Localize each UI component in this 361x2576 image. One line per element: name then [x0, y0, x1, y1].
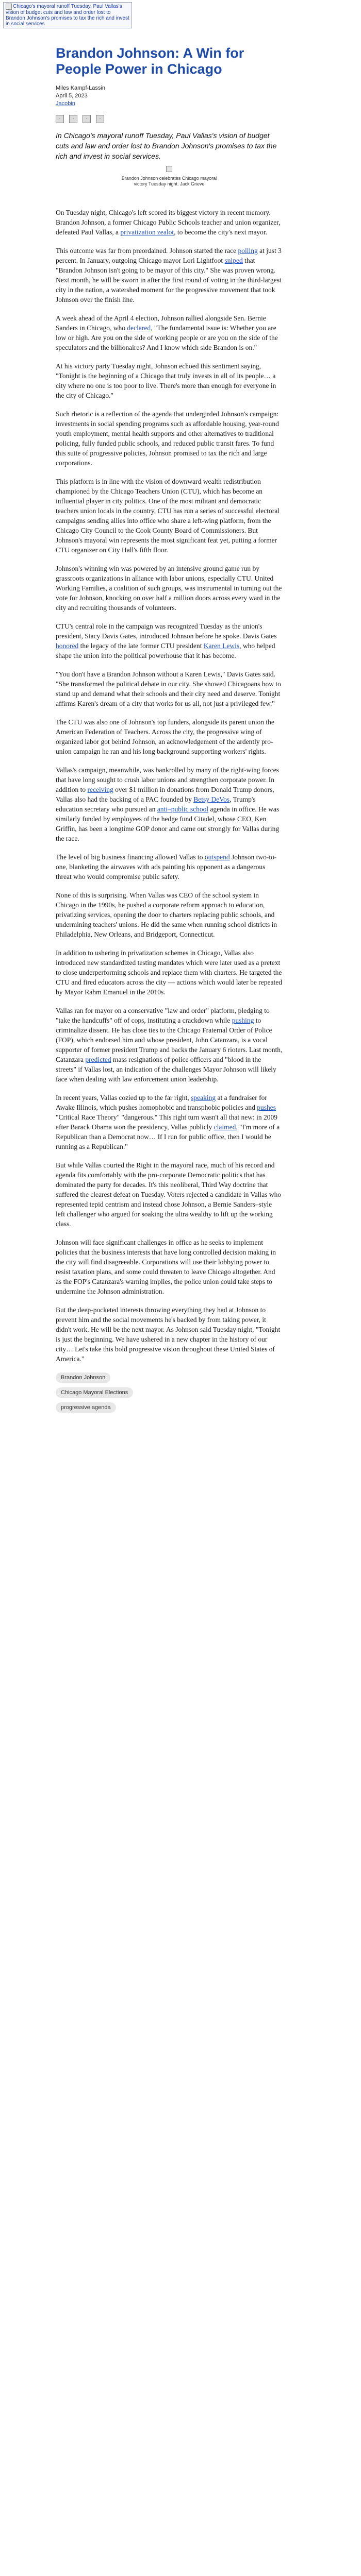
- paragraph-text: "You don't have a Brandon Johnson without a Karen Lewis," Davis Gates said. "She transformed the political debate in our city. She showed Chicagoans how to stand up and demand what their schools and their city need and deserve. Tonight affirms Karen's dream of a city that works for us all, not just a privileged few.": [56, 670, 281, 707]
- article-paragraph: [56, 1093, 283, 1151]
- image-caption: Brandon Johnson celebrates Chicago mayoral victory Tuesday night. Jack Grieve: [121, 176, 217, 187]
- article-meta: [56, 84, 283, 108]
- inline-link[interactable]: honored: [56, 642, 79, 650]
- paragraph-text: None of this is surprising. When Vallas was CEO of the school system in Chicago in the 1990s, he pushed a corporate reform approach to education, privatizing services, opening the door to charters replacing public schools, and undermining teachers' unions. He did the same when running school districts in Philadelphia, New Orleans, and Bridgeport, Connecticut.: [56, 891, 277, 938]
- section-link[interactable]: Jacobin: [56, 100, 75, 107]
- paragraph-text: A week ahead of the April 4 election, Johnson rallied alongside Sen. Bernie Sanders in Chicago, who: [56, 314, 266, 332]
- broken-image-icon: [6, 4, 12, 10]
- paragraph-text: at just 3 percent. In January, outgoing Chicago mayor Lori Lightfoot: [56, 247, 282, 264]
- article-paragraph: [56, 477, 283, 555]
- paragraph-text: In recent years, Vallas cozied up to the far right,: [56, 1094, 191, 1101]
- paragraph-text: , "I'm more of a Republican than a Democrat now… If I run for public office, then I would be running as a Republican.": [56, 1123, 280, 1150]
- inline-link[interactable]: Betsy DeVos: [193, 795, 230, 803]
- article-paragraph: [56, 890, 283, 939]
- article-paragraph: [56, 1305, 283, 1364]
- author-name: Miles Kampf-Lassin: [56, 85, 105, 91]
- header-image-alt-text[interactable]: [3, 2, 132, 28]
- paragraph-text: But the deep-pocketed interests throwing everything they had at Johnson to prevent him and the social movements he's backed by from taking power, it didn't work. He will be the next mayor. As Johnson said Tuesday night, "Tonight is just the beginning. We have ushered in a new chapter in the history of our city… Let's take this bold progressive vision throughout these United States of America.": [56, 1306, 281, 1363]
- paragraph-text: CTU's central role in the campaign was recognized Tuesday as the union's president, Stacy Davis Gates, introduced Johnson before he spoke. Davis Gates: [56, 622, 277, 640]
- paragraph-text: This platform is in line with the vision of downward wealth redistribution championed by the Chicago Teachers Union (CTU), which has become an influential player in city politics. One of the most militant and democratic teachers union locals in the country, CTU has run a series of successful electoral campaigns sending allies into office who share a left-wing platform, from the Chicago City Council to the Cook County Board of Commissioners. But Johnson's mayoral win represents the most significant feat yet, putting a former CTU organizer on City Hall's fifth floor.: [56, 478, 280, 554]
- article-paragraph: [56, 208, 283, 237]
- article-paragraph: [56, 948, 283, 997]
- paragraph-text: Johnson's winning win was powered by an intensive ground game run by grassroots organizations in alliance with labor unions, especially CTU. United Working Families, a coalition of such groups, was instrumental in turning out the vote for Johnson, knocking on over half a million doors across every ward in the city and recruiting thousands of volunteers.: [56, 565, 282, 612]
- inline-link[interactable]: speaking: [191, 1094, 216, 1101]
- paragraph-text: mass resignations of police officers and "blood in the streets" if Vallas lost, an indication of the challenges Mayor Johnson will likely face when dealing with law enforcement union leadership.: [56, 1056, 276, 1083]
- tag-pill[interactable]: Brandon Johnson: [56, 1372, 110, 1383]
- inline-link[interactable]: declared: [127, 324, 151, 332]
- header-image-alt-label: Chicago's mayoral runoff Tuesday, Paul Vallas's vision of budget cuts and law and order lost to Brandon Johnson's promises to tax the rich and invest in social services: [6, 4, 129, 27]
- paragraph-text: over $1 million in donations from Donald Trump donors, Vallas also had the backing of a PAC founded by: [56, 786, 274, 803]
- inline-link[interactable]: claimed: [214, 1123, 236, 1131]
- article-paragraph: [56, 669, 283, 708]
- inline-link[interactable]: pushing: [232, 1016, 254, 1024]
- inline-link[interactable]: polling: [238, 247, 258, 255]
- tag-pill[interactable]: progressive agenda: [56, 1402, 116, 1413]
- paragraph-text: agenda in office. He was similarly funded by employees of the hedge fund Citadel, whose CEO, Ken Griffin, has been a longtime GOP donor and came out strongly for Vallas during the race.: [56, 805, 280, 842]
- inline-link[interactable]: anti–public school: [157, 805, 209, 813]
- article-paragraph: [56, 246, 283, 304]
- article-paragraph: [56, 361, 283, 400]
- share-link-icon[interactable]: ·: [96, 115, 104, 123]
- paragraph-text: The CTU was also one of Johnson's top funders, alongside its parent union the American Federation of Teachers. Across the city, the progressive wing of organized labor got behind Johnson, an acknowledgement of the ardently pro-union campaign he ran and his long background supporting workers' rights.: [56, 718, 274, 755]
- article-paragraph: [56, 621, 283, 660]
- article-paragraph: [56, 765, 283, 843]
- paragraph-text: The level of big business financing allowed Vallas to: [56, 853, 205, 861]
- share-twitter-icon[interactable]: ·: [56, 115, 64, 123]
- paragraph-text: to criminalize dissent. He has close ties to the Chicago Fraternal Order of Police (FOP), which endorsed him and whose president, John Catanzara, is a vocal supporter of former president Trump and backs the January 6 rioters. Last month, Catanzara: [56, 1016, 283, 1063]
- inline-link[interactable]: privatization zealot: [120, 228, 174, 236]
- broken-image-icon: [166, 166, 172, 172]
- inline-link[interactable]: sniped: [224, 257, 243, 264]
- article-paragraph: [56, 1006, 283, 1084]
- paragraph-text: that "Brandon Johnson isn't going to be mayor of this city." She was proven wrong. Next month, he will be sworn in after the first round of voting in the third-largest city in the nation, a watershed moment for the progressive movement that took Johnson over the finish line.: [56, 257, 282, 303]
- article: [56, 45, 283, 1413]
- publish-date: April 5, 2023: [56, 93, 88, 99]
- inline-link[interactable]: pushes: [257, 1104, 276, 1111]
- article-paragraph: [56, 852, 283, 882]
- article-body: [56, 208, 283, 1364]
- paragraph-text: "Critical Race Theory" "dangerous." This right turn wasn't all that new: in 2009 after Barack Obama won the presidency, Vallas publicly: [56, 1113, 278, 1131]
- paragraph-text: Vallas ran for mayor on a conservative "law and order" platform, pledging to "take the handcuffs" off of cops, instituting a crackdown while: [56, 1007, 270, 1024]
- article-title: Brandon Johnson: A Win for People Power in Chicago: [56, 45, 244, 77]
- article-dek: In Chicago's mayoral runoff Tuesday, Paul Vallas's vision of budget cuts and law and order lost to Brandon Johnson's promises to tax the rich and invest in social services.: [56, 131, 277, 160]
- paragraph-text: , to become the city's next mayor.: [174, 228, 268, 236]
- article-paragraph: [56, 313, 283, 352]
- tag-pill[interactable]: Chicago Mayoral Elections: [56, 1387, 133, 1398]
- article-paragraph: [56, 409, 283, 468]
- inline-link[interactable]: receiving: [87, 786, 113, 793]
- paragraph-text: Vallas's campaign, meanwhile, was bankrolled by many of the right-wing forces that have long sought to crush labor unions and strengthen corporate power. In addition to: [56, 766, 279, 793]
- paragraph-text: But while Vallas courted the Right in the mayoral race, much of his record and agenda fits comfortably with the pro-corporate Democratic politics that has dominated the party for decades. It's this neoliberal, Third Way doctrine that suffered the clearest defeat on Tuesday. Voters rejected a candidate in Vallas who represented tepid centrism and instead chose Johnson, a Bernie Sanders–style left challenger who argued for soaking the ultra wealthy to lift up the working class.: [56, 1161, 282, 1228]
- inline-link[interactable]: Karen Lewis: [203, 642, 240, 650]
- paragraph-text: , "The fundamental issue is: Whether you are low or high. Are you on the side of working people or are you on the side of the speculators and the billionaires? And I know which side Brandon is on.": [56, 324, 278, 351]
- paragraph-text: Such rhetoric is a reflection of the agenda that undergirded Johnson's campaign: investments in social spending programs such as affordable housing, year-round youth employment, mental health supports and other alternatives to traditional policing, fully funded public schools, and reduced public transit fares. To fund this suite of progressive policies, Johnson promised to tax the rich and large corporations.: [56, 410, 279, 467]
- article-paragraph: [56, 1160, 283, 1229]
- paragraph-text: the legacy of the late former CTU president: [78, 642, 204, 650]
- paragraph-text: At his victory party Tuesday night, Johnson echoed this sentiment saying, "Tonight is the beginning of a Chicago that truly invests in all of its people… a city where no one is too poor to live. There's more than enough for everyone in the city of Chicago.": [56, 362, 276, 399]
- paragraph-text: On Tuesday night, Chicago's left scored its biggest victory in recent memory. Brandon Johnson, a former Chicago Public Schools teacher and union organizer, defeated Paul Vallas, a: [56, 209, 281, 236]
- paragraph-text: , who helped shape the union into the political powerhouse that it has become.: [56, 642, 275, 659]
- article-paragraph: [56, 717, 283, 756]
- paragraph-text: This outcome was far from preordained. Johnson started the race: [56, 247, 238, 255]
- article-paragraph: [56, 1238, 283, 1296]
- inline-link[interactable]: predicted: [85, 1056, 111, 1063]
- paragraph-text: , Trump's education secretary who pursued an: [56, 795, 256, 813]
- share-email-icon[interactable]: ·: [83, 115, 91, 123]
- paragraph-text: Johnson will face significant challenges in office as he seeks to implement policies that the business interests that have long controlled decision making in the city will find disagreeable. Corporations will use their lobbying power to resist taxation plans, and some could threaten to leave Chicago altogether. And as the FOP's Catanzara's warning implies, the police union could take steps to undermine the Johnson administration.: [56, 1239, 276, 1295]
- article-figure: [56, 165, 283, 187]
- paragraph-text: at a fundraiser for Awake Illinois, which pushes homophobic and transphobic policies and: [56, 1094, 267, 1111]
- share-buttons: [56, 115, 283, 123]
- share-facebook-icon[interactable]: ·: [69, 115, 77, 123]
- paragraph-text: In addition to ushering in privatization schemes in Chicago, Vallas also introduced new standardized testing mandates which were later used as a pretext to close underperforming schools and replace them with charters. He targeted the CTU and fired educators across the city — actions which would later be repeated by Mayor Rahm Emanuel in the 2010s.: [56, 949, 282, 996]
- inline-link[interactable]: outspend: [204, 853, 230, 861]
- article-paragraph: [56, 564, 283, 613]
- tag-list: [56, 1372, 283, 1413]
- paragraph-text: Johnson two-to-one, blanketing the airwaves with ads painting his opponent as a dangerous threat who would compromise public safety.: [56, 853, 277, 880]
